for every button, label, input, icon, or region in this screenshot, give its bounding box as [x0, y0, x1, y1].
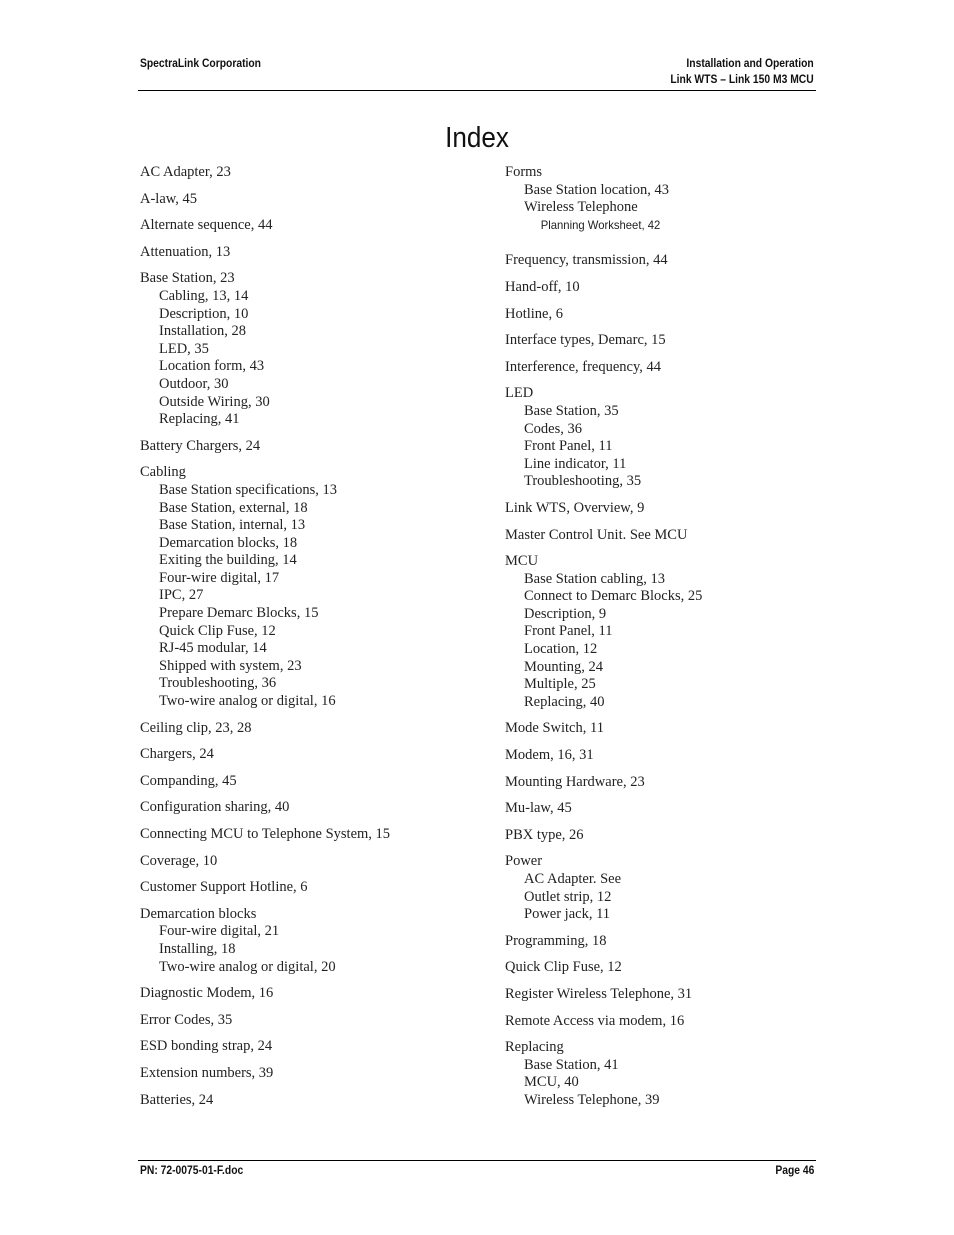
footer-part-number: PN: 72-0075-01-F.doc: [140, 1163, 244, 1177]
index-term: Mounting Hardware, 23: [505, 773, 645, 790]
index-term: Extension numbers, 39: [140, 1064, 274, 1081]
index-entry: [140, 164, 390, 182]
index-entry: [505, 332, 702, 350]
index-entry: [140, 985, 390, 1003]
index-subterm: RJ-45 modular, 14: [159, 640, 267, 657]
index-entry: [505, 774, 702, 792]
index-entry: [140, 879, 390, 897]
index-term: Alternate sequence, 44: [140, 217, 273, 234]
index-subterm: Mounting, 24: [524, 658, 603, 675]
index-term: ESD bonding strap, 24: [140, 1038, 273, 1055]
index-term: Companding, 45: [140, 772, 237, 789]
index-entry: [140, 906, 390, 976]
index-column-left: [140, 164, 390, 1118]
index-subterm: Connect to Demarc Blocks, 25: [524, 588, 703, 605]
index-term: Hand-off, 10: [505, 278, 580, 295]
index-entry: [505, 252, 702, 270]
index-term: PBX type, 26: [505, 826, 584, 843]
index-term: Battery Chargers, 24: [140, 437, 261, 454]
index-entry: [140, 1012, 390, 1030]
index-subterm: LED, 35: [159, 340, 209, 357]
index-term: Diagnostic Modem, 16: [140, 985, 274, 1002]
index-term: Ceiling clip, 23, 28: [140, 719, 252, 736]
index-subterm: IPC, 27: [159, 587, 204, 604]
index-entry: [505, 933, 702, 951]
index-term: Frequency, transmission, 44: [505, 252, 668, 269]
index-entry: [140, 720, 390, 738]
index-subterm: Four-wire digital, 21: [159, 923, 280, 940]
index-subterm: Base Station, external, 18: [159, 499, 308, 516]
index-entry: [505, 385, 702, 491]
header-doc-title-line-1: Installation and Operation: [686, 56, 814, 70]
index-subterm: MCU, 40: [524, 1074, 579, 1091]
index-entry: [505, 306, 702, 324]
index-subterm: Replacing, 40: [524, 693, 605, 710]
index-subterm: Outdoor, 30: [159, 375, 229, 392]
index-term: LED: [505, 385, 534, 402]
index-entry: [505, 279, 702, 297]
index-entry: [140, 191, 390, 209]
index-subterm: Description, 9: [524, 605, 607, 622]
index-term: Attenuation, 13: [140, 243, 231, 260]
header-divider: [138, 90, 816, 91]
index-column-right: [505, 164, 702, 1119]
index-entry: [140, 799, 390, 817]
index-subterm: Two-wire analog or digital, 20: [159, 958, 336, 975]
index-subterm: Troubleshooting, 35: [524, 473, 642, 490]
index-subterm: Two-wire analog or digital, 16: [159, 693, 336, 710]
index-entry: [140, 1092, 390, 1110]
index-term: Replacing: [505, 1039, 564, 1056]
index-term: Hotline, 6: [505, 305, 563, 322]
index-subterm: Wireless Telephone: [524, 199, 638, 216]
index-subsubterm: Planning Worksheet, 42: [540, 217, 661, 232]
index-entry: [140, 464, 390, 710]
index-term: Demarcation blocks: [140, 905, 257, 922]
index-subterm: Quick Clip Fuse, 12: [159, 622, 276, 639]
index-subterm: Base Station specifications, 13: [159, 481, 337, 498]
index-entry: [505, 986, 702, 1004]
index-subterm: Base Station, 41: [524, 1056, 619, 1073]
index-subterm: Base Station, internal, 13: [159, 517, 306, 534]
index-term: Mu-law, 45: [505, 800, 572, 817]
index-term: Connecting MCU to Telephone System, 15: [140, 826, 391, 842]
index-subterm: Outlet strip, 12: [524, 888, 612, 905]
index-subterm: Replacing, 41: [159, 411, 240, 428]
index-entry: [140, 438, 390, 456]
index-subterm: Location, 12: [524, 641, 598, 658]
index-subterm: Power jack, 11: [524, 906, 611, 923]
index-subterm: Base Station, 35: [524, 402, 619, 419]
index-term: A-law, 45: [140, 190, 198, 207]
index-entry: [505, 853, 702, 923]
index-term: AC Adapter, 23: [140, 164, 231, 180]
index-entry: [505, 800, 702, 818]
index-entry: [505, 359, 702, 377]
index-subterm: Wireless Telephone, 39: [524, 1091, 660, 1108]
index-term: Base Station, 23: [140, 270, 235, 287]
index-term: MCU: [505, 553, 539, 570]
index-term: Programming, 18: [505, 932, 607, 949]
index-entry: [505, 500, 702, 518]
index-entry: [140, 773, 390, 791]
index-term: Quick Clip Fuse, 12: [505, 959, 622, 976]
index-subterm: Installation, 28: [159, 323, 246, 340]
index-term: Link WTS, Overview, 9: [505, 499, 645, 516]
index-subterm: Location form, 43: [159, 358, 265, 375]
index-entry: [140, 217, 390, 235]
index-subterm: Prepare Demarc Blocks, 15: [159, 605, 319, 622]
header-doc-title-line-2: Link WTS – Link 150 M3 MCU: [670, 72, 814, 86]
index-entry: [140, 1065, 390, 1083]
index-subterm: AC Adapter. See: [524, 871, 622, 887]
index-entry: [140, 853, 390, 871]
index-entry: [505, 747, 702, 765]
index-subterm: Outside Wiring, 30: [159, 393, 270, 410]
index-subterm: Demarcation blocks, 18: [159, 534, 298, 551]
index-entry: [140, 1038, 390, 1056]
index-term: Power: [505, 853, 543, 870]
index-subterm: Troubleshooting, 36: [159, 675, 277, 692]
index-term: Mode Switch, 11: [505, 720, 604, 737]
index-term: Configuration sharing, 40: [140, 799, 290, 816]
index-term: Master Control Unit. See MCU: [505, 526, 688, 543]
index-entry: [505, 527, 702, 545]
index-entry: [505, 1039, 702, 1109]
index-term: Chargers, 24: [140, 746, 214, 763]
index-entry: [140, 746, 390, 764]
index-subterm: Exiting the building, 14: [159, 552, 297, 569]
index-entry: [505, 553, 702, 711]
header-doc-title: [671, 55, 814, 87]
header-company: SpectraLink Corporation: [140, 56, 261, 70]
footer-divider: [138, 1160, 816, 1161]
index-subterm: Codes, 36: [524, 420, 582, 437]
index-term: Forms: [505, 164, 543, 180]
index-entry: [505, 827, 702, 845]
index-term: Remote Access via modem, 16: [505, 1012, 685, 1029]
index-subterm: Front Panel, 11: [524, 623, 613, 640]
index-subterm: Base Station cabling, 13: [524, 570, 665, 587]
index-entry: [140, 826, 390, 844]
footer-page-number: Page 46: [774, 1163, 814, 1177]
index-entry: [505, 959, 702, 977]
index-term: Modem, 16, 31: [505, 747, 594, 764]
index-term: Cabling: [140, 464, 186, 481]
index-term: Interference, frequency, 44: [505, 358, 662, 375]
index-subterm: Description, 10: [159, 305, 249, 322]
index-subterm: Cabling, 13, 14: [159, 287, 249, 304]
index-subterm: Four-wire digital, 17: [159, 569, 280, 586]
index-entry: [505, 164, 702, 234]
index-term: Batteries, 24: [140, 1091, 214, 1108]
index-entry: [505, 1013, 702, 1031]
index-subterm: Shipped with system, 23: [159, 657, 302, 674]
index-subterm: Front Panel, 11: [524, 438, 613, 455]
index-term: Customer Support Hotline, 6: [140, 879, 308, 896]
index-subterm: Multiple, 25: [524, 676, 596, 693]
index-subterm: Line indicator, 11: [524, 455, 627, 472]
index-entry: [140, 244, 390, 262]
index-term: Error Codes, 35: [140, 1011, 233, 1028]
index-term: Interface types, Demarc, 15: [505, 332, 666, 349]
page-title: Index: [445, 122, 509, 154]
index-subterm: Base Station location, 43: [524, 181, 669, 198]
index-term: Coverage, 10: [140, 852, 218, 869]
index-term: Register Wireless Telephone, 31: [505, 985, 693, 1002]
index-subterm: Installing, 18: [159, 940, 236, 957]
index-entry: [140, 270, 390, 428]
index-entry: [505, 720, 702, 738]
